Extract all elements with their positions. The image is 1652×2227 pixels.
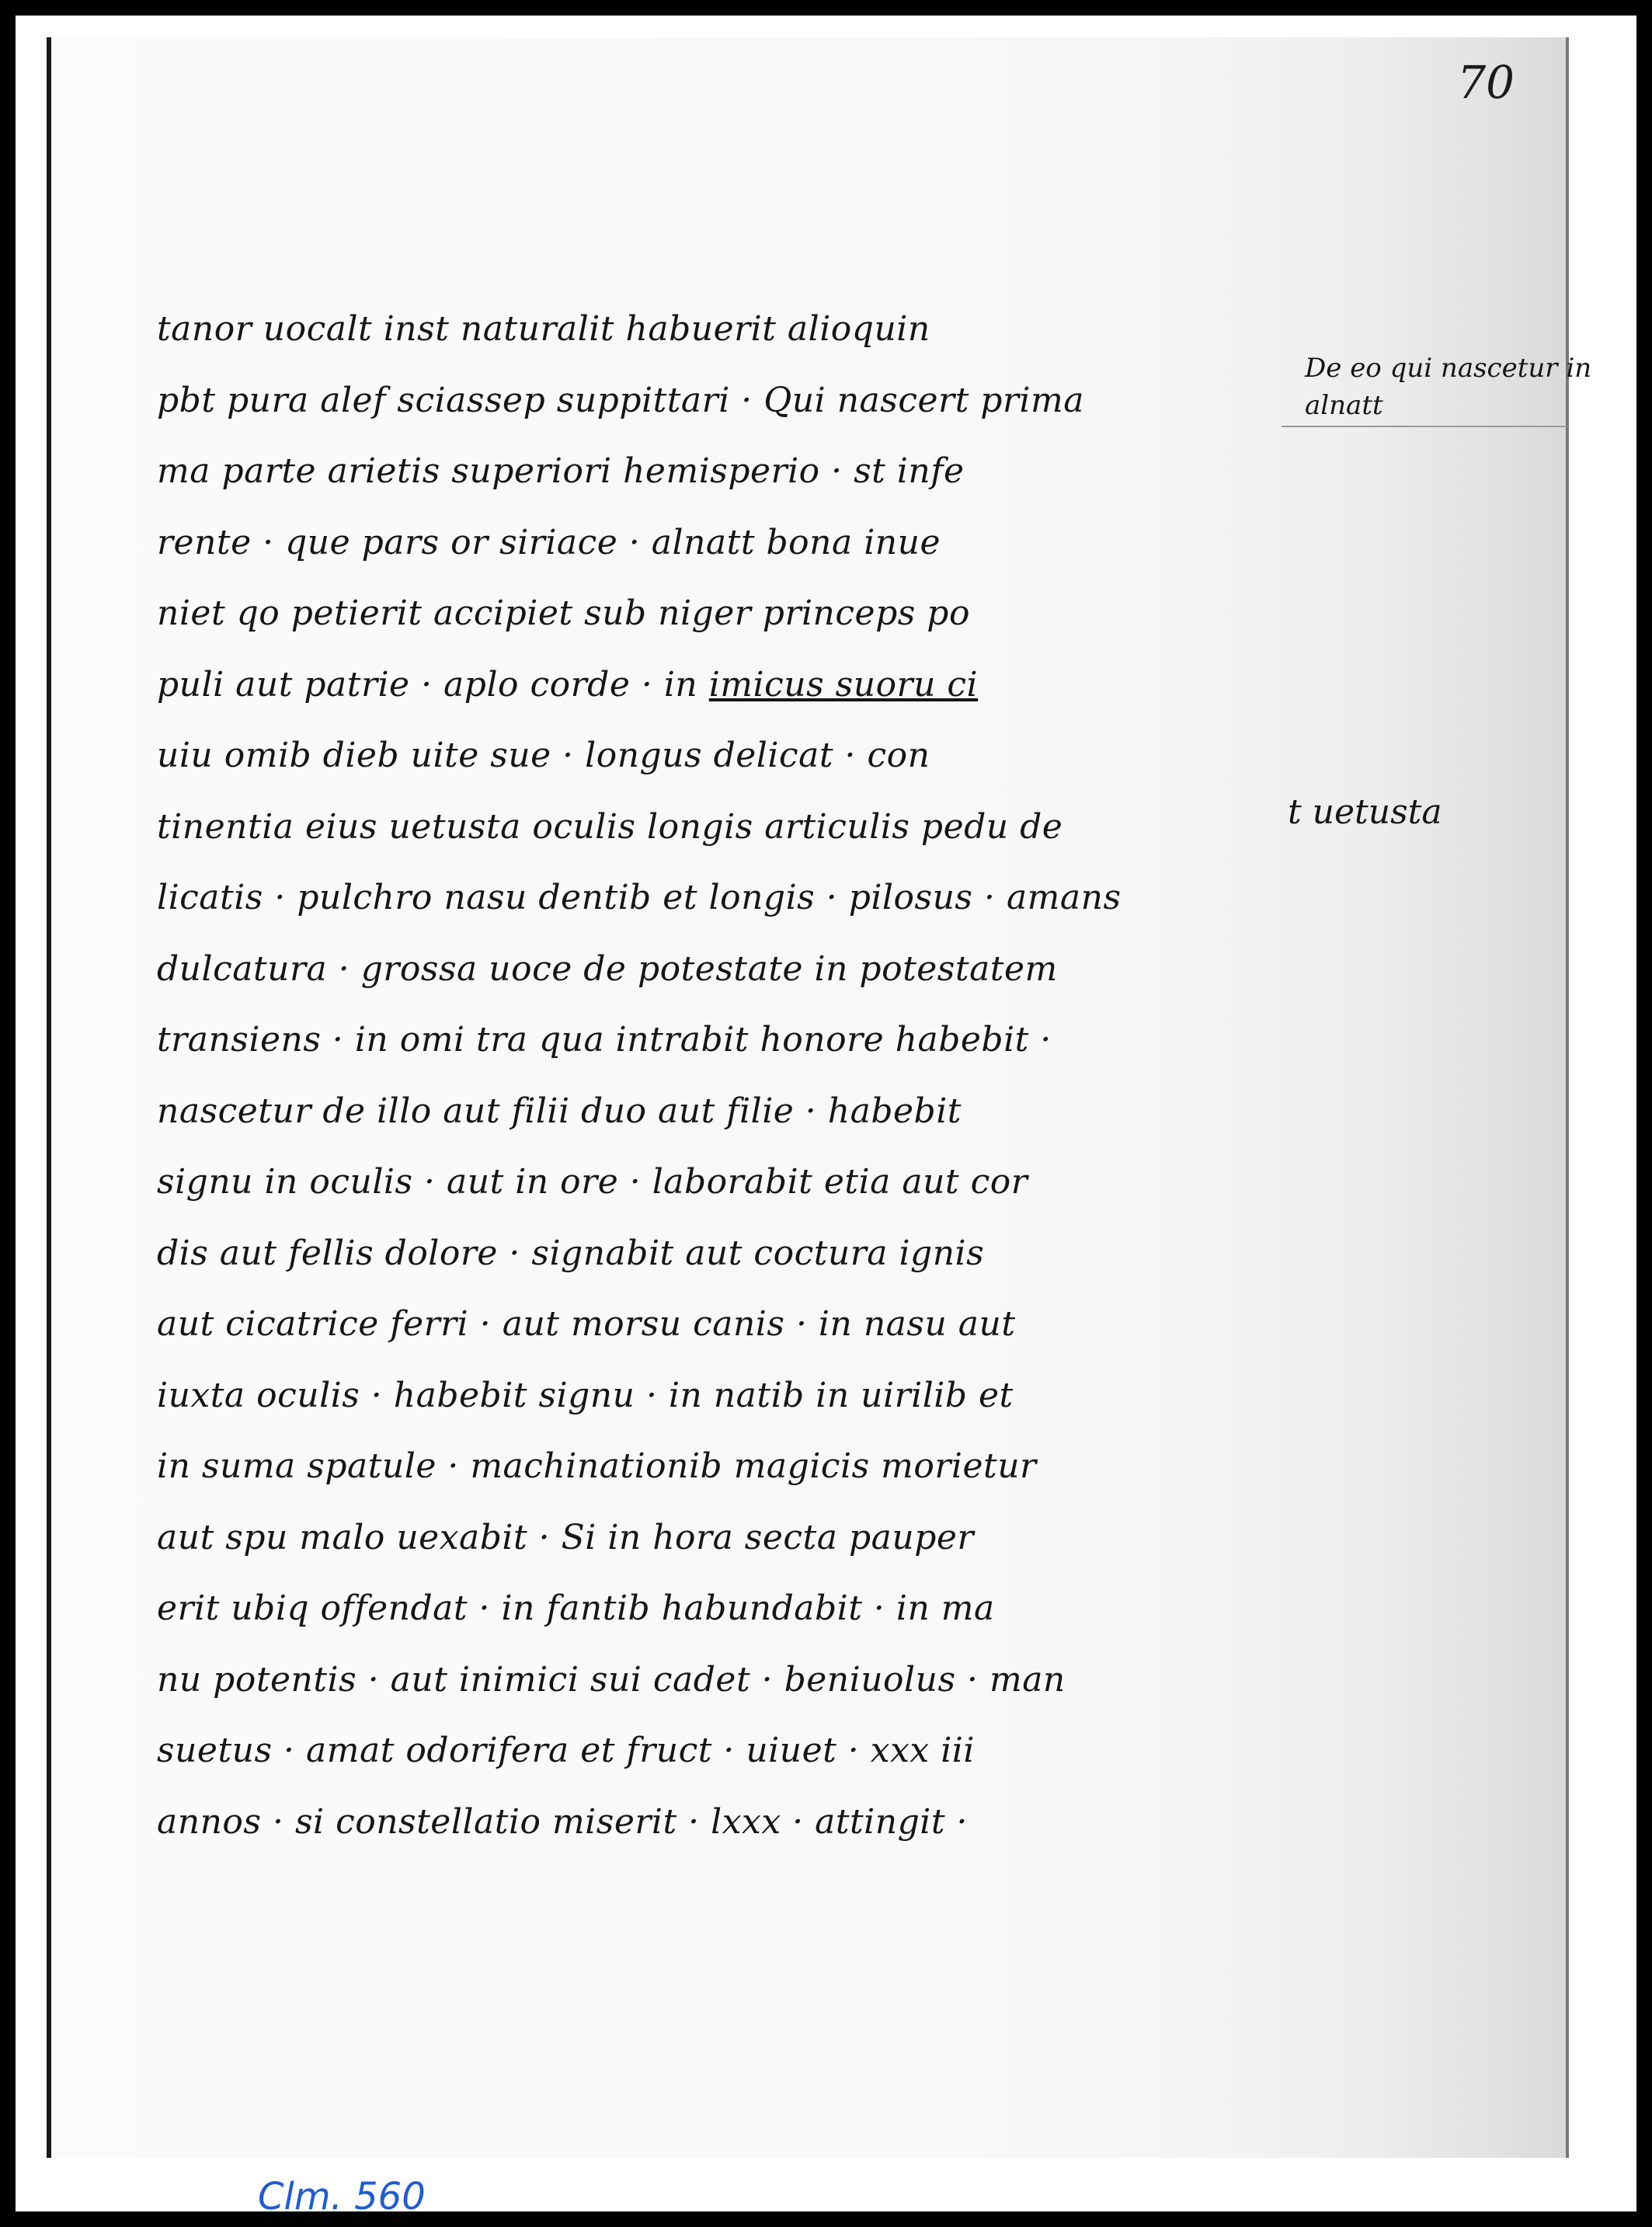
text-line: iuxta oculis · habebit signu · in natib in uirilib et [157, 1375, 1014, 1415]
text-line: dulcatura · grossa uoce de potestate in potestatem [157, 948, 1058, 989]
text-line: annos · si constellatio miserit · lxxx · attingit · [157, 1801, 968, 1842]
text-line: suetus · amat odorifera et fruct · uiuet · xxx iii [157, 1731, 975, 1770]
shelfmark-label: Clm. 560 [258, 2175, 426, 2218]
text-line: aut spu malo uexabit · Si in hora secta pauper [157, 1517, 974, 1557]
manuscript-page [47, 37, 1592, 2158]
text-line: rente · que pars or siriace · alnatt bona inue [157, 522, 941, 562]
text-line: aut cicatrice ferri · aut morsu canis · in nasu aut [157, 1304, 1016, 1344]
text-line: ma parte arietis superiori hemisperio · st infe [157, 451, 965, 491]
marginal-note-heading-line-2: alnatt [1305, 390, 1383, 421]
text-line: licatis · pulchro nasu dentib et longis · pilosus · amans [157, 878, 1122, 917]
marginal-note-heading [1305, 350, 1591, 424]
folio-number: 70 [1457, 56, 1515, 109]
text-line: pbt pura alef sciassep suppittari · Qui nascert prima [157, 380, 1084, 420]
text-line: erit ubiq offendat · in fantib habundabit · in ma [157, 1588, 995, 1628]
margin-rule [1282, 426, 1567, 427]
text-line: nu potentis · aut inimici sui cadet · beniuolus · man [157, 1659, 1066, 1700]
text-line: niet qo petierit accipiet sub niger princeps po [157, 593, 970, 633]
text-line: puli aut patrie · aplo corde · in imicus suoru ci [157, 664, 979, 705]
text-line: tanor uocalt inst naturalit habuerit alioquin [157, 309, 930, 349]
text-line: transiens · in omi tra qua intrabit honore habebit · [157, 1020, 1052, 1060]
marginal-note-heading-line-1: De eo qui nascetur in [1305, 353, 1592, 384]
text-line: tinentia eius uetusta oculis longis articulis pedu de [157, 806, 1063, 847]
text-line: nascetur de illo aut filii duo aut filie · habebit [157, 1091, 962, 1131]
binding-edge [47, 37, 51, 2158]
photograph-border [16, 16, 1636, 2218]
text-line: dis aut fellis dolore · signabit aut coctura ignis [157, 1233, 985, 1273]
text-line: uiu omib dieb uite sue · longus delicat · con [157, 736, 930, 775]
marginal-note-variant: t uetusta [1288, 792, 1442, 832]
text-line: in suma spatule · machinationib magicis morietur [157, 1446, 1037, 1486]
text-line: signu in oculis · aut in ore · laborabit etia aut cor [157, 1162, 1028, 1202]
underlined-phrase: imicus suoru ci [708, 664, 979, 705]
main-text-block [157, 294, 1306, 1857]
